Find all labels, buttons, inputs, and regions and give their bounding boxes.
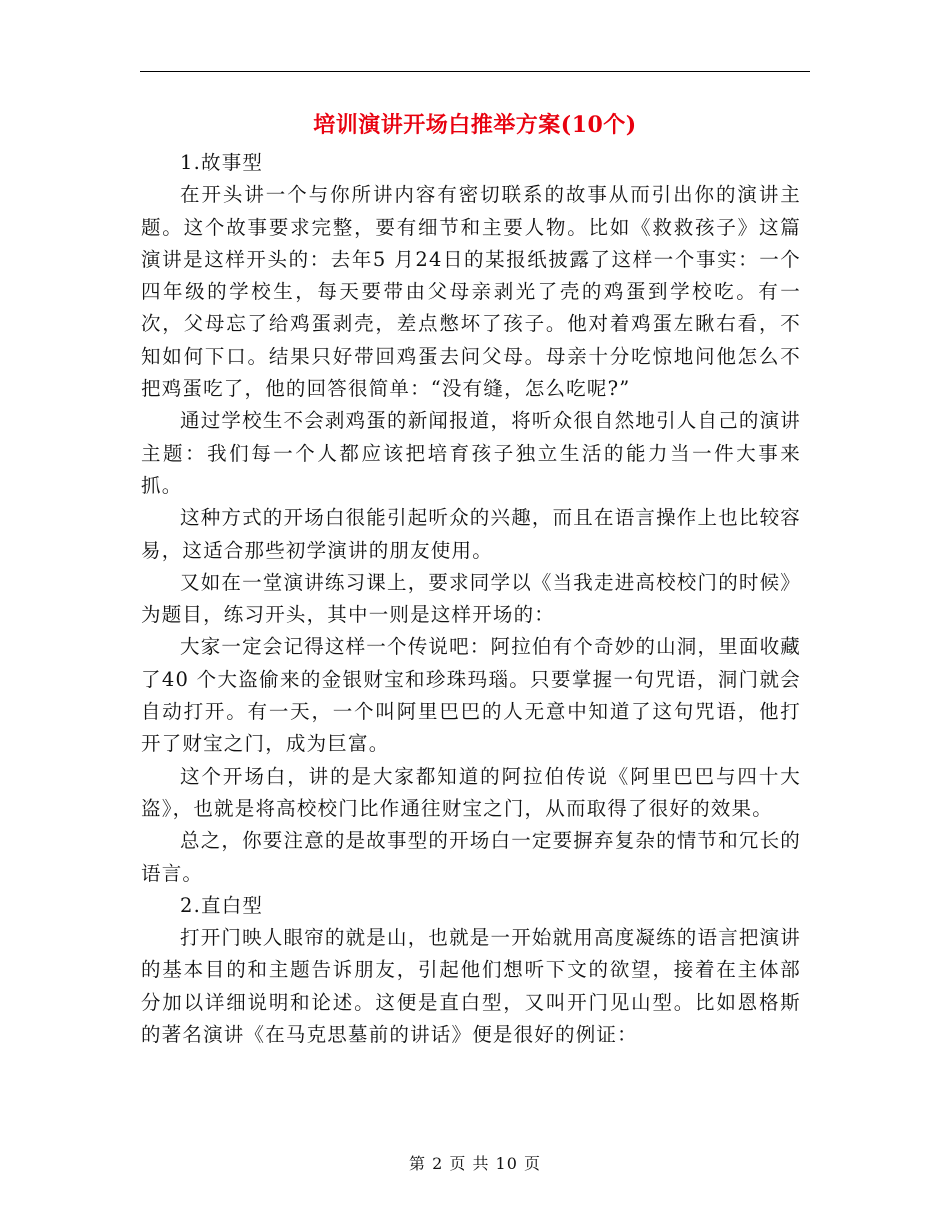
body-paragraph: 又如在一堂演讲练习课上，要求同学以《当我走进高校校门的时候》为题目，练习开头，其中一则是这样开场的： [141, 570, 802, 627]
page-number: 第 2 页 共 10 页 [409, 1154, 541, 1173]
body-paragraph: 通过学校生不会剥鸡蛋的新闻报道，将听众很自然地引人自己的演讲主题：我们每一个人都应该把培育孩子独立生活的能力当一件大事来抓。 [141, 409, 802, 497]
document-title: 培训演讲开场白推举方案(10个) [313, 112, 637, 138]
body-paragraph: 大家一定会记得这样一个传说吧：阿拉伯有个奇妙的山洞，里面收藏了40 个大盗偷来的金银财宝和珍珠玛瑙。只要掌握一句咒语，洞门就会自动打开。有一天，一个叫阿里巴巴的人无意中知道了这句咒语，他打开了财宝之门，成为巨富。 [141, 635, 802, 756]
section-heading-direct: 2.直白型 [180, 893, 264, 917]
body-paragraph: 总之，你要注意的是故事型的开场白一定要摒弃复杂的情节和冗长的语言。 [141, 829, 802, 885]
body-paragraph: 在开头讲一个与你所讲内容有密切联系的故事从而引出你的演讲主题。这个故事要求完整，要有细节和主要人物。比如《救救孩子》这篇演讲是这样开头的：去年5 月24日的某报纸披露了这样一个事实：一个四年级的学校生，每天要带由父母亲剥光了壳的鸡蛋到学校吃。有一次，父母忘了给鸡蛋剥壳，差点憋坏了孩子。他对着鸡蛋左瞅右看，不知如何下口。结果只好带回鸡蛋去问父母。母亲十分吃惊地问他怎么不把鸡蛋吃了，他的回答很简单：“没有缝，怎么吃呢?” [141, 183, 801, 401]
document-body [141, 147, 801, 1051]
header-rule [140, 71, 810, 72]
section-heading-story: 1.故事型 [180, 151, 264, 174]
body-paragraph: 这个开场白，讲的是大家都知道的阿拉伯传说《阿里巴巴与四十大盗》，也就是将高校校门比作通往财宝之门，从而取得了很好的效果。 [141, 764, 801, 820]
body-paragraph: 打开门映人眼帘的就是山，也就是一开始就用高度凝练的语言把演讲的基本目的和主题告诉朋友，引起他们想听下文的欲望，接着在主体部分加以详细说明和论述。这便是直白型，又叫开门见山型。比如恩格斯的著名演讲《在马克思墓前的讲话》便是很好的例证： [141, 926, 802, 1047]
body-paragraph: 这种方式的开场白很能引起听众的兴趣，而且在语言操作上也比较容易，这适合那些初学演讲的朋友使用。 [141, 506, 802, 562]
